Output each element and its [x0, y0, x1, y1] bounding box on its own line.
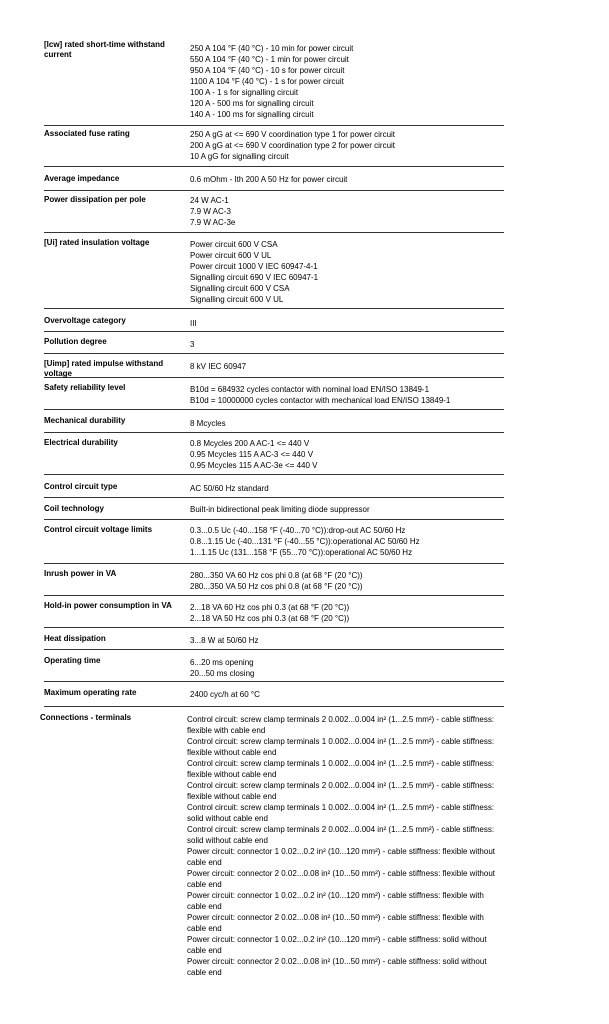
- value-line: 140 A - 100 ms for signalling circuit: [190, 110, 314, 119]
- value-line: 280...350 VA 60 Hz cos phi 0.8 (at 68 °F (20 °C)): [190, 571, 363, 580]
- spec-value: [190, 438, 500, 471]
- spec-label: Associated fuse rating: [44, 129, 130, 138]
- spec-value: [190, 657, 500, 679]
- spec-label: Coil technology: [44, 504, 104, 513]
- value-line: 10 A gG for signalling circuit: [190, 152, 289, 161]
- value-line: 3...8 W at 50/60 Hz: [190, 636, 259, 645]
- spec-label: Power dissipation per pole: [44, 195, 146, 204]
- value-line: 0.8...1.15 Uc (-40...131 °F (-40...55 °C)):operational AC 50/60 Hz: [190, 537, 420, 546]
- spec-value: [190, 339, 500, 350]
- value-line: Power circuit 600 V UL: [190, 251, 272, 260]
- spec-label: Average impedance: [44, 174, 120, 183]
- spec-row: [44, 195, 504, 233]
- spec-value: [190, 174, 500, 185]
- value-line: Control circuit: screw clamp terminals 2 0.002...0.004 in² (1...2.5 mm²) - cable stiffness: flexible with cable end: [187, 715, 495, 735]
- value-line: 550 A 104 °F (40 °C) - 1 min for power circuit: [190, 55, 349, 64]
- value-line: 8 Mcycles: [190, 419, 226, 428]
- value-line: Built-in bidirectional peak limiting diode suppressor: [190, 505, 370, 514]
- spec-label: Hold-in power consumption in VA: [44, 601, 172, 610]
- value-line: 2...18 VA 50 Hz cos phi 0.3 (at 68 °F (20 °C)): [190, 614, 350, 623]
- value-line: 8 kV IEC 60947: [190, 362, 247, 371]
- value-line: Control circuit: screw clamp terminals 1 0.002...0.004 in² (1...2.5 mm²) - cable stiffness: solid without cable end: [187, 803, 495, 823]
- value-line: 0.95 Mcycles 115 A AC-3 <= 440 V: [190, 450, 314, 459]
- spec-row: [44, 688, 504, 707]
- spec-label: Pollution degree: [44, 337, 107, 346]
- value-line: Power circuit 600 V CSA: [190, 240, 278, 249]
- value-line: Power circuit: connector 2 0.02...0.08 in² (10...50 mm²) - cable stiffness: flexible without cable end: [187, 869, 495, 889]
- value-line: B10d = 10000000 cycles contactor with mechanical load EN/ISO 13849-1: [190, 396, 451, 405]
- value-line: Control circuit: screw clamp terminals 2 0.002...0.004 in² (1...2.5 mm²) - cable stiffness: solid without cable end: [187, 825, 495, 845]
- spec-value: [190, 504, 500, 515]
- value-line: Power circuit: connector 1 0.02...0.2 in² (10...120 mm²) - cable stiffness: flexible with cable end: [187, 891, 484, 911]
- spec-label: [Uimp] rated impulse withstand voltage: [44, 359, 164, 378]
- spec-value: [190, 384, 500, 406]
- spec-value: [190, 43, 500, 120]
- spec-label: Control circuit voltage limits: [44, 525, 153, 534]
- spec-row: [44, 238, 504, 309]
- value-line: 0.95 Mcycles 115 A AC-3e <= 440 V: [190, 461, 318, 470]
- value-line: Power circuit: connector 1 0.02...0.2 in² (10...120 mm²) - cable stiffness: solid without cable end: [187, 935, 487, 955]
- spec-label: [Ui] rated insulation voltage: [44, 238, 150, 247]
- value-line: Control circuit: screw clamp terminals 2 0.002...0.004 in² (1...2.5 mm²) - cable stiffness: flexible without cable end: [187, 781, 495, 801]
- value-line: Control circuit: screw clamp terminals 1 0.002...0.004 in² (1...2.5 mm²) - cable stiffness: flexible without cable end: [187, 737, 495, 757]
- value-line: 1100 A 104 °F (40 °C) - 1 s for power circuit: [190, 77, 344, 86]
- value-line: 20...50 ms closing: [190, 669, 255, 678]
- value-line: Signalling circuit 600 V CSA: [190, 284, 290, 293]
- spec-row: [44, 359, 504, 378]
- value-line: 7.9 W AC-3: [190, 207, 231, 216]
- spec-row: [44, 383, 504, 410]
- value-line: 6...20 ms opening: [190, 658, 254, 667]
- value-line: III: [190, 319, 197, 328]
- spec-row: [44, 337, 504, 354]
- spec-value: [190, 483, 500, 494]
- spec-value: [190, 361, 500, 372]
- spec-value: [190, 195, 500, 228]
- spec-label: Inrush power in VA: [44, 569, 117, 578]
- value-line: Signalling circuit 690 V IEC 60947-1: [190, 273, 319, 282]
- spec-row: [44, 504, 504, 520]
- spec-value: [190, 635, 500, 646]
- spec-label: Operating time: [44, 656, 101, 665]
- spec-value: [190, 570, 500, 592]
- spec-label: Electrical durability: [44, 438, 118, 447]
- value-line: 250 A gG at <= 690 V coordination type 1 for power circuit: [190, 130, 396, 139]
- spec-label: Safety reliability level: [44, 383, 126, 392]
- value-line: Power circuit: connector 1 0.02...0.2 in² (10...120 mm²) - cable stiffness: flexible without cable end: [187, 847, 495, 867]
- value-line: B10d = 684932 cycles contactor with nominal load EN/ISO 13849-1: [190, 385, 430, 394]
- spec-value: [190, 689, 500, 700]
- value-line: 200 A gG at <= 690 V coordination type 2 for power circuit: [190, 141, 396, 150]
- value-line: Signalling circuit 600 V UL: [190, 295, 284, 304]
- spec-row: [44, 656, 504, 682]
- value-line: 0.8 Mcycles 200 A AC-1 <= 440 V: [190, 439, 310, 448]
- spec-label: [Icw] rated short-time withstand current: [44, 40, 165, 59]
- value-line: Control circuit: screw clamp terminals 1 0.002...0.004 in² (1...2.5 mm²) - cable stiffness: flexible without cable end: [187, 759, 495, 779]
- spec-row: [44, 438, 504, 475]
- value-line: 24 W AC-1: [190, 196, 229, 205]
- value-line: 3: [190, 340, 195, 349]
- spec-row: [44, 482, 504, 498]
- value-line: 0.3...0.5 Uc (-40...158 °F (-40...70 °C)):drop-out AC 50/60 Hz: [190, 526, 406, 535]
- value-line: 250 A 104 °F (40 °C) - 10 min for power circuit: [190, 44, 354, 53]
- spec-row: [44, 174, 504, 191]
- value-line: Power circuit: connector 2 0.02...0.08 in² (10...50 mm²) - cable stiffness: flexible with cable end: [187, 913, 484, 933]
- spec-label: Control circuit type: [44, 482, 118, 491]
- value-line: 0.6 mOhm - Ith 200 A 50 Hz for power circuit: [190, 175, 348, 184]
- value-line: 2400 cyc/h at 60 °C: [190, 690, 260, 699]
- value-line: 100 A - 1 s for signalling circuit: [190, 88, 299, 97]
- spec-label: Maximum operating rate: [44, 688, 137, 697]
- spec-row: [44, 525, 504, 564]
- value-line: 2...18 VA 60 Hz cos phi 0.3 (at 68 °F (20 °C)): [190, 603, 350, 612]
- spec-value: [190, 525, 500, 558]
- value-line: 7.9 W AC-3e: [190, 218, 236, 227]
- value-line: 950 A 104 °F (40 °C) - 10 s for power circuit: [190, 66, 345, 75]
- spec-value: [190, 318, 500, 329]
- spec-row: [44, 40, 504, 126]
- value-line: 280...350 VA 50 Hz cos phi 0.8 (at 68 °F (20 °C)): [190, 582, 363, 591]
- value-line: Power circuit 1000 V IEC 60947-4-1: [190, 262, 318, 271]
- spec-row: [44, 569, 504, 596]
- spec-label: Connections - terminals: [40, 713, 132, 722]
- value-line: 1...1.15 Uc (131...158 °F (55...70 °C)):operational AC 50/60 Hz: [190, 548, 413, 557]
- spec-value: [190, 129, 500, 162]
- spec-value: [190, 239, 500, 305]
- spec-label: Overvoltage category: [44, 316, 126, 325]
- spec-row: [44, 316, 504, 332]
- spec-label: Mechanical durability: [44, 416, 126, 425]
- spec-row: [44, 129, 504, 167]
- value-line: AC 50/60 Hz standard: [190, 484, 269, 493]
- spec-row: [44, 416, 504, 433]
- spec-row: [44, 634, 504, 650]
- spec-value: [187, 714, 502, 978]
- spec-value: [190, 418, 500, 429]
- value-line: Power circuit: connector 2 0.02...0.08 in² (10...50 mm²) - cable stiffness: solid without cable end: [187, 957, 487, 977]
- spec-label: Heat dissipation: [44, 634, 106, 643]
- value-line: 120 A - 500 ms for signalling circuit: [190, 99, 314, 108]
- spec-row: [44, 601, 504, 628]
- spec-value: [190, 602, 500, 624]
